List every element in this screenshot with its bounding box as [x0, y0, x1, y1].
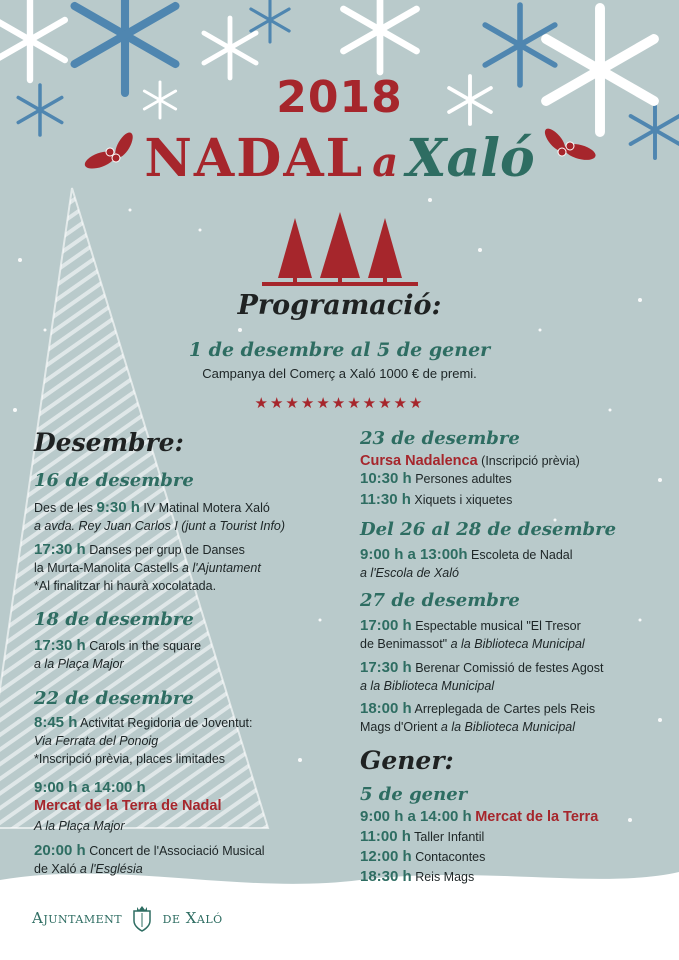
event-location: a avda. Rey Juan Carlos I (junt a Tourist Info) [34, 519, 286, 533]
event-line [360, 546, 573, 564]
event-title: Mercat de la Terra de Nadal [34, 798, 222, 814]
day-heading-22: 22 de desembre [34, 688, 194, 709]
snowflake-icon [204, 18, 256, 78]
event-title: Cursa Nadalenca [360, 453, 478, 469]
day-heading-16: 16 de desembre [34, 470, 194, 491]
event-time: 17:30 h [34, 541, 86, 558]
event-time: 9:00 h a 14:00 h [360, 808, 472, 825]
event-time: 20:00 h [34, 842, 86, 859]
date-range: 1 de desembre al 5 de gener [188, 339, 491, 361]
event-note: *Inscripció prèvia, places limitades [34, 752, 226, 766]
day-heading-23: 23 de desembre [360, 428, 520, 449]
event-time: 17:00 h [360, 617, 412, 634]
event-text: Danses per grup de Danses [89, 543, 245, 557]
event-title: Mercat de la Terra [475, 809, 599, 825]
programacio-heading: Programació: [237, 290, 442, 321]
event-text: Reis Mags [415, 870, 475, 884]
month-heading-desembre: Desembre: [34, 428, 184, 457]
event-line [34, 560, 261, 577]
event-line [360, 659, 603, 677]
event-text: IV Matinal Motera Xaló [143, 501, 270, 515]
page-title [0, 128, 679, 189]
month-heading-gener: Gener: [360, 746, 454, 775]
snowflake-icon [251, 0, 289, 42]
event-line [34, 861, 143, 878]
event-time: 9:00 h a 14:00 h [34, 779, 146, 796]
year-heading: 2018 [276, 72, 403, 123]
event-line [34, 637, 201, 655]
event-time: 11:30 h [360, 491, 411, 508]
event-line [360, 868, 474, 886]
event-time: 17:30 h [34, 637, 86, 654]
event-text: Arreplegada de Cartes pels Reis [414, 702, 596, 716]
event-note: *Al finalitzar hi haurà xocolatada. [34, 579, 217, 593]
event-line [360, 719, 575, 736]
event-line [360, 453, 580, 470]
event-line [34, 842, 265, 860]
event-time: 8:45 h [34, 714, 78, 731]
event-line [34, 541, 245, 559]
event-location: a la Biblioteca Municipal [440, 720, 576, 734]
event-line [34, 779, 146, 797]
event-text: de Benimassot" [360, 637, 448, 651]
logo-text-left: Ajuntament [32, 909, 123, 927]
event-text: Concert de l'Associació Musical [89, 844, 265, 858]
event-line [360, 470, 512, 488]
three-trees-icon [262, 212, 418, 286]
event-prefix: Des de les [34, 501, 94, 515]
event-time: 10:30 h [360, 470, 412, 487]
event-text: Espectable musical "El Tresor [415, 619, 581, 633]
event-location: a la Biblioteca Municipal [450, 637, 585, 651]
event-text: Taller Infantil [414, 830, 485, 844]
event-time: 11:00 h [360, 828, 411, 845]
event-line [360, 700, 595, 718]
event-line [34, 798, 222, 815]
event-line [34, 499, 270, 517]
ajuntament-logo [32, 905, 223, 933]
event-text: la Murta-Manolita Castells [34, 561, 179, 575]
day-heading-27: 27 de desembre [360, 590, 520, 611]
event-line [360, 808, 598, 826]
event-location: a la Plaça Major [34, 657, 124, 671]
event-text: de Xaló [34, 862, 77, 876]
event-time: 18:00 h [360, 700, 412, 717]
event-time: 9:00 h a 13:00h [360, 546, 468, 563]
event-note: (Inscripció prèvia) [481, 454, 580, 468]
event-text: Activitat Regidoria de Joventut: [80, 716, 253, 730]
event-line [360, 617, 581, 635]
event-time: 9:30 h [96, 499, 140, 516]
event-location: Via Ferrata del Ponoig [34, 734, 159, 748]
event-line [34, 714, 252, 732]
event-line [360, 828, 484, 846]
event-text: Escoleta de Nadal [471, 548, 573, 562]
event-text: Persones adultes [415, 472, 512, 486]
event-line [360, 636, 585, 653]
event-text: Xiquets i xiquetes [414, 493, 513, 507]
event-location: A la Plaça Major [34, 819, 125, 833]
title-a: a [372, 139, 399, 186]
event-text: Carols in the square [89, 639, 202, 653]
event-line [360, 491, 512, 509]
title-nadal: NADAL [144, 128, 365, 189]
day-heading-26-28: Del 26 al 28 de desembre [360, 519, 617, 540]
logo-text-right: de Xaló [162, 909, 223, 927]
event-text: Berenar Comissió de festes Agost [415, 661, 604, 675]
event-time: 18:30 h [360, 868, 412, 885]
snowflake-icon [343, 0, 416, 72]
event-line [360, 848, 485, 866]
event-time: 12:00 h [360, 848, 412, 865]
event-time: 17:30 h [360, 659, 412, 676]
title-xalo: Xaló [406, 128, 535, 189]
stars-divider: ★★★★★★★★★★★ [254, 395, 425, 412]
event-location: a l'Església [79, 862, 143, 876]
day-heading-5-gener: 5 de gener [360, 784, 468, 805]
event-location: a l'Escola de Xaló [360, 566, 459, 580]
event-location: a l'Ajuntament [181, 561, 261, 575]
campanya-text: Campanya del Comerç a Xaló 1000 € de premi. [202, 366, 477, 381]
event-location: a la Biblioteca Municipal [360, 679, 495, 693]
event-text: Mags d'Orient [360, 720, 438, 734]
coat-of-arms-icon [131, 905, 153, 933]
snowflake-icon [0, 0, 65, 80]
day-heading-18: 18 de desembre [34, 609, 194, 630]
event-text: Contacontes [415, 850, 486, 864]
